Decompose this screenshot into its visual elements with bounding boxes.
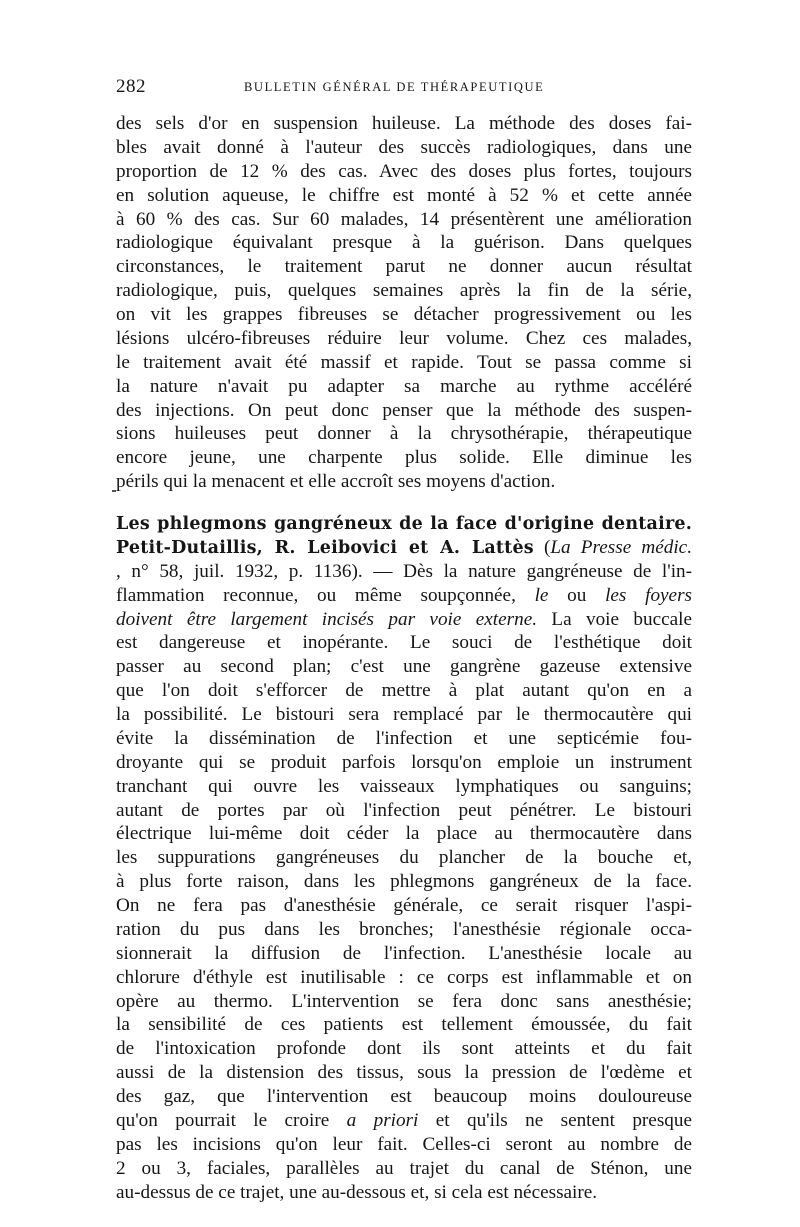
- text-line: autant de portes par où l'infection peut pénétrer. Le bistouri: [116, 799, 692, 821]
- text-line: passer au second plan; c'est une gangrène gazeuse extensive: [116, 656, 692, 678]
- text-line: évite la dissémination de l'infection et une septicémie fou-: [116, 727, 692, 749]
- text-line: sions huileuses peut donner à la chrysothérapie, thérapeutique: [116, 423, 692, 445]
- text-line: pas les incisions qu'on leur fait. Celles-ci seront au nombre de: [116, 1133, 692, 1155]
- text-line: la nature n'avait pu adapter sa marche au rythme accéléré: [116, 375, 692, 397]
- text-line: chlorure d'éthyle est inutilisable : ce corps est inflammable et on: [116, 966, 692, 988]
- article-authors: Petit-Dutaillis, R. Leibovici et A. Lattès: [116, 537, 534, 558]
- text-line: électrique lui-même doit céder la place au thermocautère dans: [116, 823, 692, 845]
- text-line: [116, 584, 692, 608]
- text-line: de l'intoxication profonde dont ils sont atteints et du fait: [116, 1038, 692, 1060]
- text-line: à plus forte raison, dans les phlegmons gangréneux de la face.: [116, 871, 692, 893]
- text-line: la sensibilité de ces patients est tellement émoussée, du fait: [116, 1014, 692, 1036]
- text-span: ou: [548, 584, 606, 606]
- text-line: circonstances, le traitement parut ne donner aucun résultat: [116, 256, 692, 278]
- text-line: droyante qui se produit parfois lorsqu'on emploie un instrument: [116, 751, 692, 773]
- text-line: 2 ou 3, faciales, parallèles au trajet du canal de Sténon, une: [116, 1157, 692, 1179]
- text-line: en solution aqueuse, le chiffre est monté à 52 % et cette année: [116, 184, 692, 206]
- text-span: qu'on pourrait le croire: [116, 1109, 347, 1131]
- article-title: Les phlegmons gangréneux de la face d'origine dentaire.: [116, 514, 692, 534]
- text-span: et qu'ils ne sentent presque: [418, 1109, 692, 1131]
- text-line: opère au thermo. L'intervention se fera donc sans anesthésie;: [116, 990, 692, 1012]
- text-line: les suppurations gangréneuses du plancher de la bouche et,: [116, 847, 692, 869]
- text-line: [116, 560, 692, 584]
- page-number: 282: [116, 76, 146, 97]
- text-line: On ne fera pas d'anesthésie générale, ce serait risquer l'aspi-: [116, 895, 692, 916]
- text-span: flammation reconnue, ou même soupçonnée,: [116, 584, 535, 606]
- text-line: proportion de 12 % des cas. Avec des doses plus fortes, toujours: [116, 160, 692, 182]
- text-line: périls qui la menacent et elle accroît ses moyens d'action.: [116, 471, 556, 493]
- article-abstract: [116, 512, 692, 1204]
- italic-span: le: [534, 584, 549, 606]
- running-title: BULLETIN GÉNÉRAL DE THÉRAPEUTIQUE: [244, 80, 545, 94]
- text-line: [116, 608, 692, 632]
- text-line: est dangereuse et inopérante. Le souci de l'esthétique doit: [116, 632, 692, 654]
- paragraph-continuation: [116, 112, 692, 494]
- page-header: [116, 76, 692, 100]
- text-line: à 60 % des cas. Sur 60 malades, 14 présentèrent une amélioration: [116, 208, 692, 230]
- text-line: aussi de la distension des tissus, sous la pression de l'œdème et: [116, 1062, 692, 1084]
- text-span: La voie buccale: [537, 608, 692, 630]
- body-text: [116, 112, 692, 1204]
- text-line: des injections. On peut donc penser que la méthode des suspen-: [116, 399, 692, 421]
- text-line: lésions ulcéro-fibreuses réduire leur volume. Chez ces malades,: [116, 327, 692, 349]
- italic-span: a priori: [346, 1109, 419, 1131]
- text-line: ration du pus dans les bronches; l'anesthésie régionale occa-: [116, 918, 692, 940]
- text-line: on vit les grappes fibreuses se détacher progressivement ou les: [116, 304, 692, 325]
- article-authors-line: [116, 536, 692, 560]
- italic-span: les foyers: [605, 584, 692, 606]
- text-line: [116, 1109, 692, 1133]
- text-line: encore jeune, une charpente plus solide. Elle diminue les: [116, 447, 692, 469]
- text-line: que l'on doit s'efforcer de mettre à plat autant qu'on en a: [116, 680, 692, 702]
- text-line: des gaz, que l'intervention est beaucoup moins douloureuse: [116, 1086, 692, 1107]
- text-line: des sels d'or en suspension huileuse. La méthode des doses fai-: [116, 113, 692, 134]
- text-line: sionnerait la diffusion de l'infection. L'anesthésie locale au: [116, 942, 692, 964]
- text-line: le traitement avait été massif et rapide. Tout se passa comme si: [116, 351, 692, 373]
- citation-open: (: [543, 536, 551, 558]
- citation-rest: , n° 58, juil. 1932, p. 1136).: [116, 560, 363, 582]
- article-title-line: [116, 512, 692, 536]
- text-line: tranchant qui ouvre les vaisseaux lymphatiques ou sanguins;: [116, 775, 692, 797]
- text-line: au-dessus de ce trajet, une au-dessous et, si cela est nécessaire.: [116, 1181, 598, 1203]
- journal-name: La Presse médic.: [550, 536, 692, 558]
- text-line: bles avait donné à l'auteur des succès radiologiques, dans une: [116, 136, 692, 158]
- text-line: la possibilité. Le bistouri sera remplacé par le thermocautère qui: [116, 704, 692, 725]
- text-line: radiologique équivalant presque à la guérison. Dans quelques: [116, 232, 692, 254]
- italic-span: doivent être largement incisés par voie externe.: [116, 608, 538, 630]
- text-after-citation: — Dès la nature gangréneuse de l'in-: [362, 560, 693, 582]
- text-line: radiologique, puis, quelques semaines après la fin de la série,: [116, 280, 692, 302]
